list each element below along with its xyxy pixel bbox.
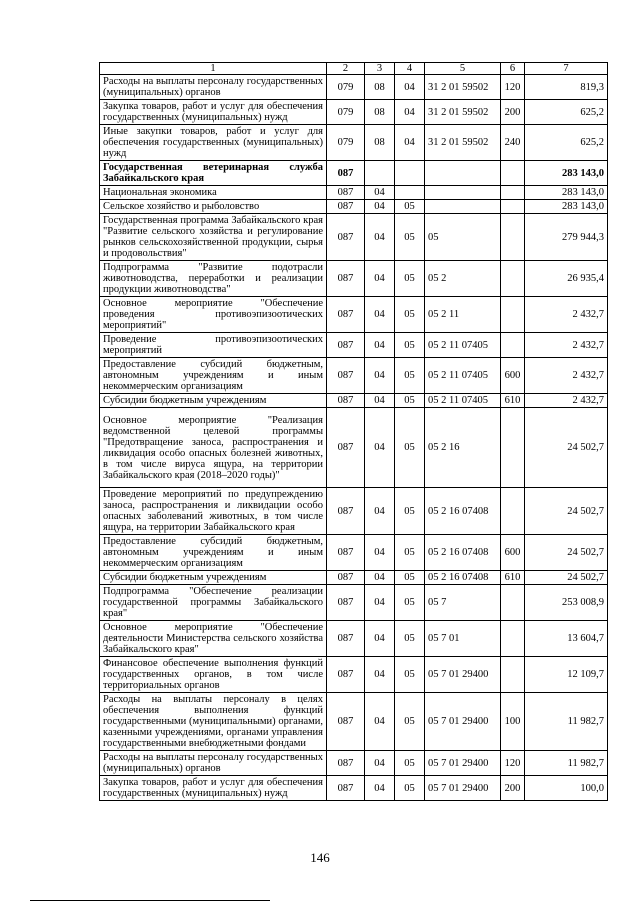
row-admin-code: 087 <box>327 214 365 261</box>
table-row <box>100 657 608 693</box>
row-amount: 2 432,7 <box>525 394 608 408</box>
row-target-article: 31 2 01 59502 <box>425 100 501 125</box>
table-row <box>100 161 608 186</box>
row-section: 04 <box>365 621 395 657</box>
row-section <box>365 161 395 186</box>
row-amount: 24 502,7 <box>525 571 608 585</box>
row-admin-code: 087 <box>327 621 365 657</box>
row-name: Предоставление субсидий бюджетным, автономным учреждениям и иным некоммерческим организациям <box>100 358 327 394</box>
row-expense-type: 610 <box>501 394 525 408</box>
table-row <box>100 693 608 751</box>
row-expense-type <box>501 333 525 358</box>
table-row <box>100 394 608 408</box>
row-name: Закупка товаров, работ и услуг для обеспечения государственных (муниципальных) нужд <box>100 776 327 801</box>
row-subsection: 05 <box>395 261 425 297</box>
row-name: Расходы на выплаты персоналу государственных (муниципальных) органов <box>100 751 327 776</box>
row-admin-code: 087 <box>327 751 365 776</box>
row-amount: 24 502,7 <box>525 408 608 488</box>
row-admin-code: 087 <box>327 394 365 408</box>
row-subsection: 05 <box>395 751 425 776</box>
row-section: 04 <box>365 535 395 571</box>
row-expense-type <box>501 161 525 186</box>
row-section: 04 <box>365 408 395 488</box>
table-row <box>100 200 608 214</box>
table-header <box>100 63 608 75</box>
row-target-article: 05 2 16 07408 <box>425 571 501 585</box>
row-section: 08 <box>365 125 395 161</box>
row-name: Подпрограмма "Развитие подотрасли животноводства, переработки и реализации продукции животноводства" <box>100 261 327 297</box>
row-expense-type <box>501 214 525 261</box>
table-row <box>100 333 608 358</box>
row-name: Государственная программа Забайкальского края "Развитие сельского хозяйства и регулирование рынков сельскохозяйственной продукции, сырья и продовольствия" <box>100 214 327 261</box>
row-amount: 283 143,0 <box>525 186 608 200</box>
row-subsection: 05 <box>395 408 425 488</box>
header-col-2: 2 <box>327 63 365 75</box>
header-col-1: 1 <box>100 63 327 75</box>
row-section: 04 <box>365 333 395 358</box>
row-name: Национальная экономика <box>100 186 327 200</box>
row-amount: 625,2 <box>525 125 608 161</box>
row-name: Основное мероприятие "Обеспечение проведения противоэпизоотических мероприятий" <box>100 297 327 333</box>
row-target-article: 05 2 11 07405 <box>425 394 501 408</box>
header-row <box>100 63 608 75</box>
row-target-article <box>425 161 501 186</box>
row-target-article: 05 2 16 <box>425 408 501 488</box>
page-number: 146 <box>310 850 330 865</box>
row-section: 04 <box>365 358 395 394</box>
table-row <box>100 621 608 657</box>
row-expense-type <box>501 585 525 621</box>
row-expense-type: 120 <box>501 751 525 776</box>
row-name: Финансовое обеспечение выполнения функций государственных органов, в том числе территориальных органов <box>100 657 327 693</box>
row-target-article: 31 2 01 59502 <box>425 75 501 100</box>
table-row <box>100 261 608 297</box>
row-expense-type: 200 <box>501 776 525 801</box>
row-name: Основное мероприятие "Реализация ведомственной целевой программы "Предотвращение заноса, распространения и ликвидация особо опасных болезней животных, в том числе вируса ящура, на территории Забайкальского края (2018–2020 годы)" <box>100 408 327 488</box>
row-subsection: 05 <box>395 585 425 621</box>
row-name: Подпрограмма "Обеспечение реализации государственной программы Забайкальского края" <box>100 585 327 621</box>
row-section: 08 <box>365 100 395 125</box>
row-amount: 625,2 <box>525 100 608 125</box>
row-admin-code: 087 <box>327 358 365 394</box>
row-admin-code: 087 <box>327 585 365 621</box>
row-subsection: 05 <box>395 535 425 571</box>
row-target-article: 05 <box>425 214 501 261</box>
row-admin-code: 087 <box>327 261 365 297</box>
row-subsection: 05 <box>395 200 425 214</box>
row-target-article: 05 7 01 29400 <box>425 657 501 693</box>
row-name: Субсидии бюджетным учреждениям <box>100 571 327 585</box>
row-subsection: 04 <box>395 100 425 125</box>
row-admin-code: 087 <box>327 535 365 571</box>
row-admin-code: 087 <box>327 297 365 333</box>
row-amount: 24 502,7 <box>525 488 608 535</box>
row-name: Основное мероприятие "Обеспечение деятельности Министерства сельского хозяйства Забайкальского края" <box>100 621 327 657</box>
row-admin-code: 087 <box>327 776 365 801</box>
row-name: Расходы на выплаты персоналу в целях обеспечения выполнения функций государственными (муниципальными) органами, казенными учреждениями, органами управления государственными внебюджетными фондами <box>100 693 327 751</box>
row-target-article: 05 2 16 07408 <box>425 488 501 535</box>
row-subsection: 05 <box>395 657 425 693</box>
row-target-article: 31 2 01 59502 <box>425 125 501 161</box>
row-target-article: 05 7 01 29400 <box>425 693 501 751</box>
row-subsection: 05 <box>395 297 425 333</box>
row-expense-type: 240 <box>501 125 525 161</box>
table-row <box>100 75 608 100</box>
row-subsection: 05 <box>395 621 425 657</box>
row-name: Проведение противоэпизоотических мероприятий <box>100 333 327 358</box>
row-section: 04 <box>365 214 395 261</box>
header-col-7: 7 <box>525 63 608 75</box>
row-expense-type <box>501 297 525 333</box>
row-target-article: 05 2 11 07405 <box>425 358 501 394</box>
row-name: Проведение мероприятий по предупреждению заноса, распространения и ликвидации особо опасных заболеваний животных, в том числе ящура, на территории Забайкальского края <box>100 488 327 535</box>
row-subsection <box>395 186 425 200</box>
row-admin-code: 087 <box>327 571 365 585</box>
row-amount: 2 432,7 <box>525 358 608 394</box>
row-target-article <box>425 186 501 200</box>
row-subsection: 05 <box>395 358 425 394</box>
row-admin-code: 087 <box>327 488 365 535</box>
row-name: Расходы на выплаты персоналу государственных (муниципальных) органов <box>100 75 327 100</box>
table-row <box>100 488 608 535</box>
row-amount: 283 143,0 <box>525 161 608 186</box>
row-amount: 100,0 <box>525 776 608 801</box>
row-expense-type <box>501 408 525 488</box>
row-expense-type: 600 <box>501 535 525 571</box>
table-row <box>100 776 608 801</box>
row-expense-type <box>501 261 525 297</box>
row-name: Государственная ветеринарная служба Забайкальского края <box>100 161 327 186</box>
table-row <box>100 186 608 200</box>
row-expense-type <box>501 186 525 200</box>
row-admin-code: 079 <box>327 75 365 100</box>
row-subsection: 05 <box>395 394 425 408</box>
row-target-article: 05 2 <box>425 261 501 297</box>
row-target-article <box>425 200 501 214</box>
row-section: 08 <box>365 75 395 100</box>
row-name: Предоставление субсидий бюджетным, автономным учреждениям и иным некоммерческим организациям <box>100 535 327 571</box>
row-target-article: 05 7 <box>425 585 501 621</box>
row-subsection: 04 <box>395 125 425 161</box>
row-section: 04 <box>365 657 395 693</box>
table-row <box>100 214 608 261</box>
row-target-article: 05 7 01 29400 <box>425 776 501 801</box>
row-subsection <box>395 161 425 186</box>
row-amount: 2 432,7 <box>525 297 608 333</box>
row-amount: 13 604,7 <box>525 621 608 657</box>
row-subsection: 05 <box>395 488 425 535</box>
row-admin-code: 087 <box>327 657 365 693</box>
table-row <box>100 125 608 161</box>
row-admin-code: 087 <box>327 186 365 200</box>
budget-table <box>99 62 608 801</box>
row-amount: 11 982,7 <box>525 693 608 751</box>
row-name: Закупка товаров, работ и услуг для обеспечения государственных (муниципальных) нужд <box>100 100 327 125</box>
row-admin-code: 087 <box>327 200 365 214</box>
table-row <box>100 751 608 776</box>
row-expense-type: 120 <box>501 75 525 100</box>
table-row <box>100 297 608 333</box>
row-expense-type <box>501 621 525 657</box>
row-amount: 253 008,9 <box>525 585 608 621</box>
row-subsection: 05 <box>395 571 425 585</box>
row-section: 04 <box>365 751 395 776</box>
row-section: 04 <box>365 297 395 333</box>
row-expense-type: 600 <box>501 358 525 394</box>
row-section: 04 <box>365 571 395 585</box>
row-target-article: 05 7 01 29400 <box>425 751 501 776</box>
row-expense-type: 100 <box>501 693 525 751</box>
row-amount: 26 935,4 <box>525 261 608 297</box>
row-name: Субсидии бюджетным учреждениям <box>100 394 327 408</box>
row-admin-code: 087 <box>327 333 365 358</box>
row-target-article: 05 2 11 07405 <box>425 333 501 358</box>
row-target-article: 05 2 16 07408 <box>425 535 501 571</box>
header-col-5: 5 <box>425 63 501 75</box>
row-section: 04 <box>365 394 395 408</box>
table-row <box>100 535 608 571</box>
row-target-article: 05 7 01 <box>425 621 501 657</box>
row-subsection: 04 <box>395 75 425 100</box>
table-body <box>100 75 608 801</box>
table-row <box>100 585 608 621</box>
row-subsection: 05 <box>395 693 425 751</box>
row-amount: 24 502,7 <box>525 535 608 571</box>
row-section: 04 <box>365 776 395 801</box>
row-expense-type: 610 <box>501 571 525 585</box>
row-admin-code: 087 <box>327 408 365 488</box>
table-row <box>100 358 608 394</box>
row-subsection: 05 <box>395 214 425 261</box>
row-admin-code: 087 <box>327 693 365 751</box>
row-section: 04 <box>365 585 395 621</box>
footer-rule <box>30 900 270 901</box>
row-amount: 11 982,7 <box>525 751 608 776</box>
row-target-article: 05 2 11 <box>425 297 501 333</box>
row-name: Сельское хозяйство и рыболовство <box>100 200 327 214</box>
table-row <box>100 100 608 125</box>
row-expense-type <box>501 657 525 693</box>
row-subsection: 05 <box>395 776 425 801</box>
row-amount: 12 109,7 <box>525 657 608 693</box>
row-section: 04 <box>365 200 395 214</box>
row-expense-type <box>501 488 525 535</box>
row-section: 04 <box>365 186 395 200</box>
row-section: 04 <box>365 693 395 751</box>
row-admin-code: 079 <box>327 125 365 161</box>
header-col-4: 4 <box>395 63 425 75</box>
row-subsection: 05 <box>395 333 425 358</box>
header-col-6: 6 <box>501 63 525 75</box>
row-name: Иные закупки товаров, работ и услуг для обеспечения государственных (муниципальных) нужд <box>100 125 327 161</box>
row-amount: 283 143,0 <box>525 200 608 214</box>
row-amount: 279 944,3 <box>525 214 608 261</box>
row-amount: 2 432,7 <box>525 333 608 358</box>
row-expense-type <box>501 200 525 214</box>
row-section: 04 <box>365 488 395 535</box>
table-row <box>100 571 608 585</box>
row-admin-code: 079 <box>327 100 365 125</box>
table-row <box>100 408 608 488</box>
row-section: 04 <box>365 261 395 297</box>
row-admin-code: 087 <box>327 161 365 186</box>
row-amount: 819,3 <box>525 75 608 100</box>
row-expense-type: 200 <box>501 100 525 125</box>
header-col-3: 3 <box>365 63 395 75</box>
